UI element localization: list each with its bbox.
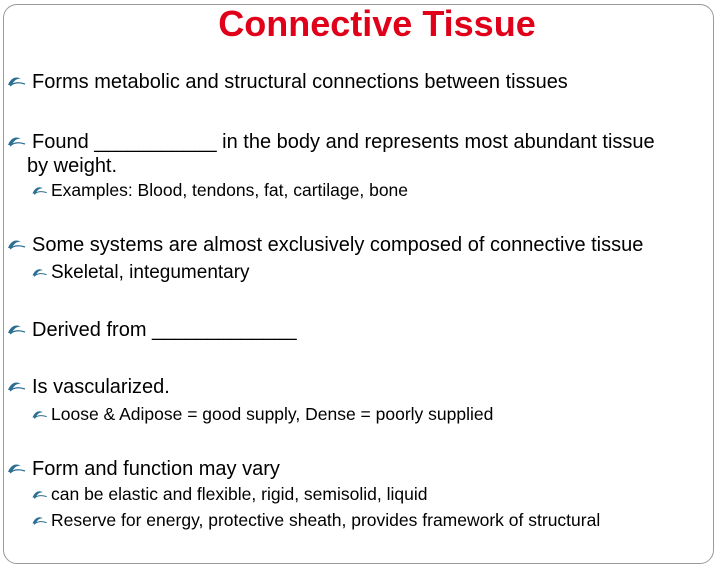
curl-bullet-icon xyxy=(5,236,29,254)
curl-bullet-icon xyxy=(30,487,50,503)
sub-bullet-supply-text: Loose & Adipose = good supply, Dense = poorly supplied xyxy=(51,404,494,424)
curl-bullet-icon xyxy=(5,321,29,339)
bullet-4-text: Derived from _____________ xyxy=(32,319,297,341)
bullet-3-text: Some systems are almost exclusively composed of connective tissue xyxy=(32,234,644,256)
sub-bullet-reserve-text: Reserve for energy, protective sheath, provides framework of structural xyxy=(51,510,601,530)
curl-bullet-icon xyxy=(30,183,50,199)
curl-bullet-icon xyxy=(5,133,29,151)
sub-bullet-elastic-text: can be elastic and flexible, rigid, semisolid, liquid xyxy=(51,484,428,504)
bullet-5-text: Is vascularized. xyxy=(32,376,170,398)
sub-bullet-skeletal-text: Skeletal, integumentary xyxy=(51,262,250,283)
bullet-1-text: Forms metabolic and structural connections between tissues xyxy=(32,71,568,93)
bullet-2-continuation xyxy=(27,154,117,178)
slide-title: Connective Tissue xyxy=(218,3,536,44)
sub-bullet-examples-text: Examples: Blood, tendons, fat, cartilage, bone xyxy=(51,180,409,200)
curl-bullet-icon xyxy=(30,513,50,529)
bullet-2-cont-text: by weight. xyxy=(27,155,118,177)
curl-bullet-icon xyxy=(5,73,29,91)
curl-bullet-icon xyxy=(30,407,50,423)
bullet-2-text: Found ___________ in the body and represents most abundant tissue xyxy=(32,131,655,153)
curl-bullet-icon xyxy=(5,378,29,396)
bullet-6-text: Form and function may vary xyxy=(32,458,280,480)
curl-bullet-icon xyxy=(5,460,29,478)
curl-bullet-icon xyxy=(30,265,50,281)
